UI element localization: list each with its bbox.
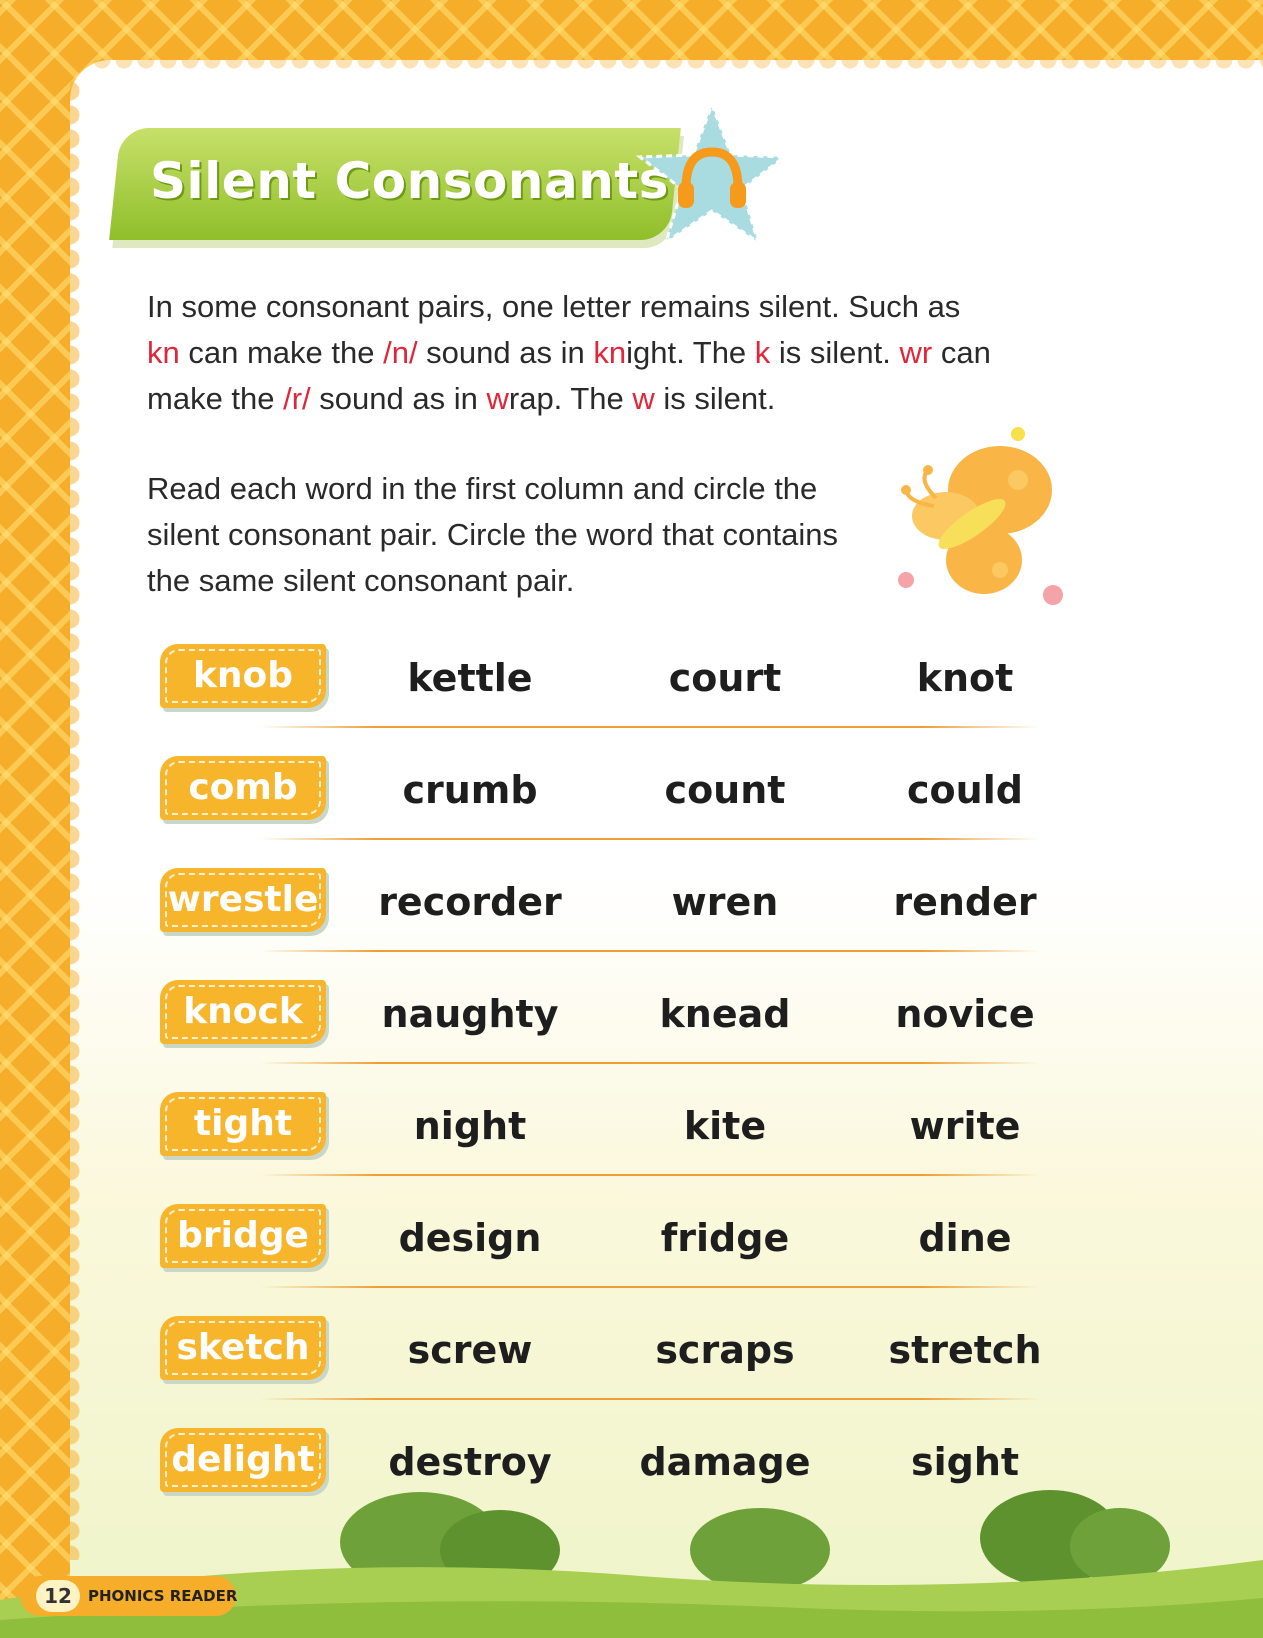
- intro-line-3: [147, 376, 1047, 422]
- intro-text: sound as in: [310, 381, 487, 416]
- intro-highlight: /r/: [283, 381, 311, 416]
- option-word[interactable]: court: [668, 656, 782, 700]
- option-word[interactable]: damage: [639, 1440, 811, 1484]
- option-word[interactable]: render: [893, 880, 1037, 924]
- option-word[interactable]: sight: [910, 1440, 1020, 1484]
- option-word[interactable]: write: [909, 1104, 1021, 1148]
- option-word[interactable]: scraps: [655, 1328, 795, 1372]
- row-divider: [260, 1398, 1040, 1400]
- intro-text: sound as in: [417, 335, 594, 370]
- intro-text: can make the: [179, 335, 384, 370]
- option-word[interactable]: stretch: [888, 1328, 1042, 1372]
- option-word[interactable]: wren: [671, 880, 779, 924]
- option-word[interactable]: design: [398, 1216, 542, 1260]
- word-row-1: [160, 636, 1040, 748]
- option-word[interactable]: dine: [918, 1216, 1012, 1260]
- instructions-paragraph: [147, 466, 907, 604]
- book-title-label: PHONICS READER: [88, 1587, 238, 1605]
- row-divider: [260, 726, 1040, 728]
- option-word[interactable]: destroy: [388, 1440, 552, 1484]
- intro-highlight: k: [754, 335, 771, 370]
- butterfly-icon: [888, 420, 1068, 610]
- intro-text: ight. The: [626, 335, 755, 370]
- lace-edge: [70, 80, 92, 1560]
- option-word[interactable]: could: [907, 768, 1023, 812]
- option-word[interactable]: kettle: [407, 656, 533, 700]
- row-divider: [260, 1286, 1040, 1288]
- key-word[interactable]: tight: [193, 1103, 293, 1144]
- intro-highlight: /n/: [383, 335, 418, 370]
- row-divider: [260, 838, 1040, 840]
- intro-highlight: kn: [147, 335, 180, 370]
- option-word[interactable]: crumb: [402, 768, 538, 812]
- word-row-5: [160, 1084, 1040, 1196]
- intro-text: make the: [147, 381, 284, 416]
- row-divider: [260, 1062, 1040, 1064]
- row-divider: [260, 1174, 1040, 1176]
- option-word[interactable]: screw: [407, 1328, 533, 1372]
- instructions-line-2: silent consonant pair. Circle the word that contains: [147, 517, 838, 552]
- row-divider: [260, 950, 1040, 952]
- key-word[interactable]: bridge: [177, 1215, 309, 1256]
- intro-line-1: In some consonant pairs, one letter remains silent. Such as: [147, 289, 961, 324]
- option-word[interactable]: naughty: [381, 992, 559, 1036]
- word-row-6: [160, 1196, 1040, 1308]
- option-word[interactable]: recorder: [378, 880, 562, 924]
- option-word[interactable]: knead: [659, 992, 791, 1036]
- intro-highlight: kn: [593, 335, 627, 370]
- intro-text: is silent.: [770, 335, 900, 370]
- intro-text: rap. The: [508, 381, 633, 416]
- intro-paragraph: [147, 284, 1047, 422]
- option-word[interactable]: knot: [916, 656, 1014, 700]
- key-word[interactable]: delight: [171, 1439, 315, 1480]
- option-word[interactable]: kite: [683, 1104, 767, 1148]
- word-row-2: [160, 748, 1040, 860]
- word-row-7: [160, 1308, 1040, 1420]
- instructions-line-1: Read each word in the first column and circle the: [147, 471, 818, 506]
- key-word[interactable]: knock: [183, 991, 303, 1032]
- key-word[interactable]: wrestle: [167, 879, 319, 920]
- page-number: 12: [36, 1580, 80, 1612]
- intro-text: is silent.: [654, 381, 776, 416]
- option-word[interactable]: novice: [895, 992, 1035, 1036]
- headphones-icon: [632, 100, 792, 250]
- intro-highlight: w: [486, 381, 509, 416]
- intro-highlight: wr: [899, 335, 933, 370]
- option-word[interactable]: count: [664, 768, 786, 812]
- key-word[interactable]: sketch: [176, 1327, 310, 1368]
- intro-text: can: [932, 335, 991, 370]
- key-word[interactable]: comb: [188, 767, 298, 808]
- instructions-line-3: the same silent consonant pair.: [147, 563, 575, 598]
- option-word[interactable]: night: [413, 1104, 527, 1148]
- key-word[interactable]: knob: [192, 655, 294, 696]
- intro-highlight: w: [632, 381, 655, 416]
- word-row-4: [160, 972, 1040, 1084]
- page-title: Silent Consonants: [150, 152, 669, 210]
- option-word[interactable]: fridge: [660, 1216, 790, 1260]
- word-row-3: [160, 860, 1040, 972]
- intro-line-2: [147, 330, 1047, 376]
